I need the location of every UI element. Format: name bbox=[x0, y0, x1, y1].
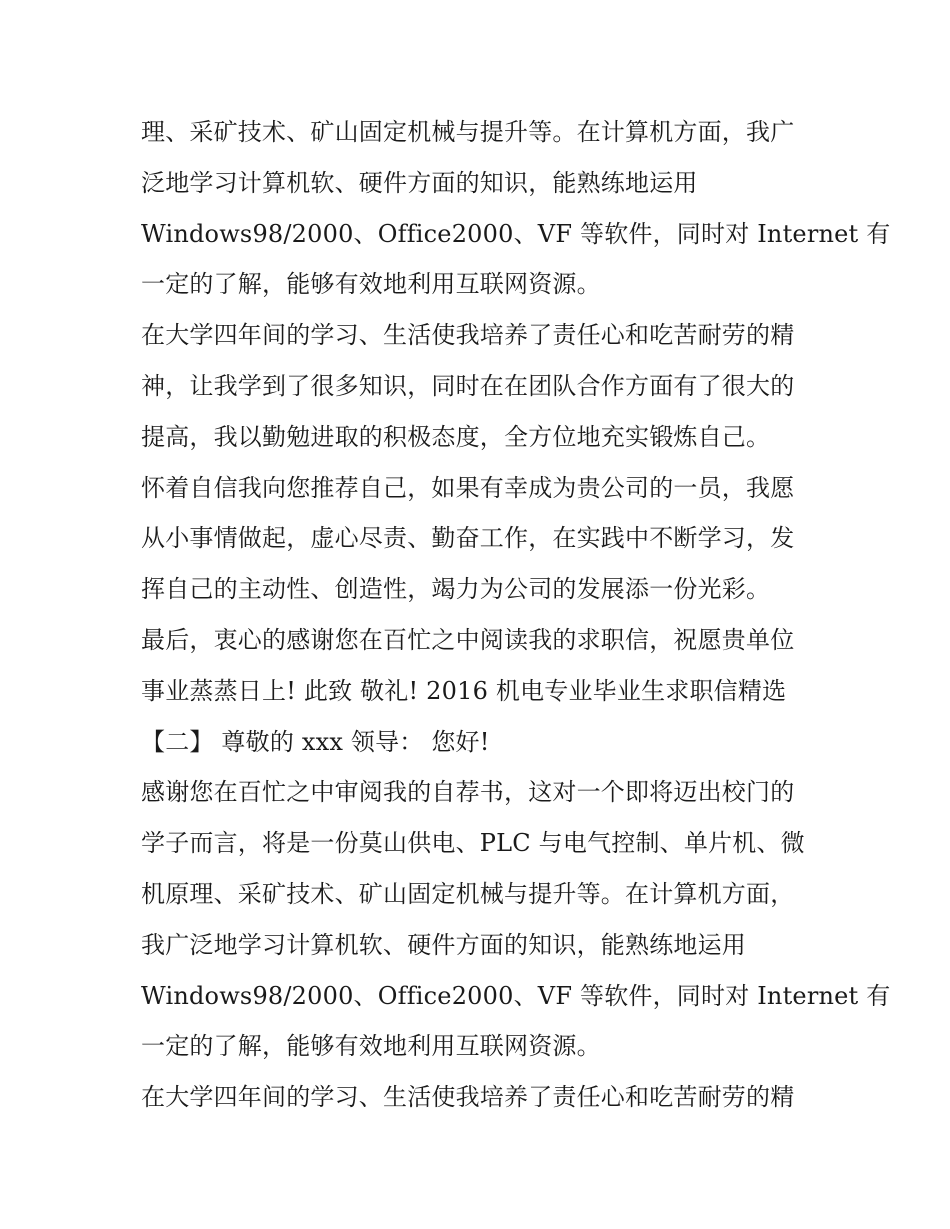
text-line: 在大学四年间的学习、生活使我培养了责任心和吃苦耐劳的精 bbox=[141, 1083, 795, 1112]
text-line: 在大学四年间的学习、生活使我培养了责任心和吃苦耐劳的精 bbox=[141, 321, 795, 350]
text-line: 我广泛地学习计算机软、硬件方面的知识，能熟练地运用 bbox=[141, 930, 746, 959]
text-line: 事业蒸蒸日上! 此致 敬礼! 2016 机电专业毕业生求职信精选 bbox=[141, 676, 787, 705]
text-line: 泛地学习计算机软、硬件方面的知识，能熟练地运用 bbox=[141, 168, 698, 197]
text-line: 机原理、采矿技术、矿山固定机械与提升等。在计算机方面， bbox=[141, 879, 795, 908]
document-body bbox=[141, 107, 891, 1123]
text-line: 一定的了解，能够有效地利用互联网资源。 bbox=[141, 1032, 601, 1061]
text-line: 最后，衷心的感谢您在百忙之中阅读我的求职信，祝愿贵单位 bbox=[141, 625, 795, 654]
text-line: Windows98/2000、Office2000、VF 等软件，同时对 Internet 有 bbox=[141, 981, 891, 1010]
text-line: Windows98/2000、Office2000、VF 等软件，同时对 Internet 有 bbox=[141, 219, 891, 248]
text-line: 理、采矿技术、矿山固定机械与提升等。在计算机方面，我广 bbox=[141, 118, 795, 146]
text-line: 提高，我以勤勉进取的积极态度，全方位地充实锻炼自己。 bbox=[141, 422, 771, 451]
text-line: 神，让我学到了很多知识，同时在在团队合作方面有了很大的 bbox=[141, 371, 795, 400]
text-line: 挥自己的主动性、创造性，竭力为公司的发展添一份光彩。 bbox=[141, 575, 771, 604]
text-line: 一定的了解，能够有效地利用互联网资源。 bbox=[141, 270, 601, 299]
text-line: 从小事情做起，虚心尽责、勤奋工作，在实践中不断学习，发 bbox=[141, 524, 795, 553]
text-line: 学子而言，将是一份莫山供电、PLC 与电气控制、单片机、微 bbox=[141, 829, 805, 858]
text-line: 感谢您在百忙之中审阅我的自荐书，这对一个即将迈出校门的 bbox=[141, 778, 795, 807]
section-heading: 【二】 尊敬的 xxx 领导： 您好! bbox=[141, 727, 490, 756]
text-line: 怀着自信我向您推荐自己，如果有幸成为贵公司的一员，我愿 bbox=[141, 473, 795, 502]
